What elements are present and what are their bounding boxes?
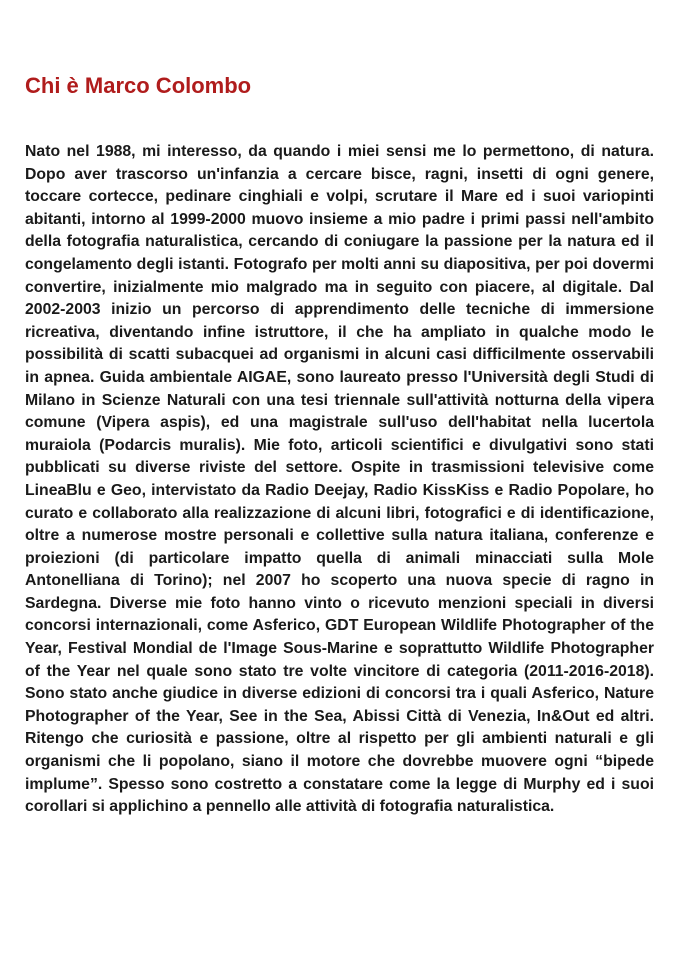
biography-paragraph: Nato nel 1988, mi interesso, da quando i miei sensi me lo permettono, di natura. Dopo aver trascorso un'infanzia a cercare bisce, ragni, insetti di ogni genere, toccare cortecce, pedinare cinghiali e volpi, scrutare il Mare ed i suoi variopinti abitanti, intorno al 1999-2000 muovo insieme a mio padre i primi passi nell'ambito della fotografia naturalistica, cercando di coniugare la passione per la natura ed il congelamento degli istanti. Fotografo per molti anni su diapositiva, per poi dovermi convertire, inizialmente mio malgrado ma in seguito con piacere, al digitale. Dal 2002-2003 inizio un percorso di apprendimento delle tecniche di immersione ricreativa, diventando infine istruttore, il che ha ampliato in qualche modo le possibilità di scatti subacquei ad organismi in alcuni casi difficilmente osservabili in apnea. Guida ambientale AIGAE, sono laureato presso l'Università degli Studi di Milano in Scienze Naturali con una tesi triennale sull'attività notturna della vipera comune (Vipera aspis), ed una magistrale sull'uso dell'habitat nella lucertola muraiola (Podarcis muralis). Mie foto, articoli scientifici e divulgativi sono stati pubblicati su diverse riviste del settore. Ospite in trasmissioni televisive come LineaBlu e Geo, intervistato da Radio Deejay, Radio KissKiss e Radio Popolare, ho curato e collaborato alla realizzazione di alcuni libri, fotografici e di identificazione, oltre a numerose mostre personali e collettive sulla natura italiana, conferenze e proiezioni (di particolare impatto quella di animali minacciati sulla Mole Antonelliana di Torino); nel 2007 ho scoperto una nuova specie di ragno in Sardegna. Diverse mie foto hanno vinto o ricevuto menzioni speciali in diversi concorsi internazionali, come Asferico, GDT European Wildlife Photographer of the Year, Festival Mondial de l'Image Sous-Marine e soprattutto Wildlife Photographer of the Year nel quale sono stato tre volte vincitore di categoria (2011-2016-2018). Sono stato anche giudice in diverse edizioni di concorsi tra i quali Asferico, Nature Photographer of the Year, See in the Sea, Abissi Città di Venezia, In&Out ed altri. Ritengo che curiosità e passione, oltre al rispetto per gli ambienti naturali e gli organismi che li popolano, siano il motore che dovrebbe muovere ogni “bipede implume”. Spesso sono costretto a constatare come la legge di Murphy ed i suoi corollari si applichino a pennello alle attività di fotografia naturalistica. [25,143,654,816]
page-title: Chi è Marco Colombo [25,73,252,98]
